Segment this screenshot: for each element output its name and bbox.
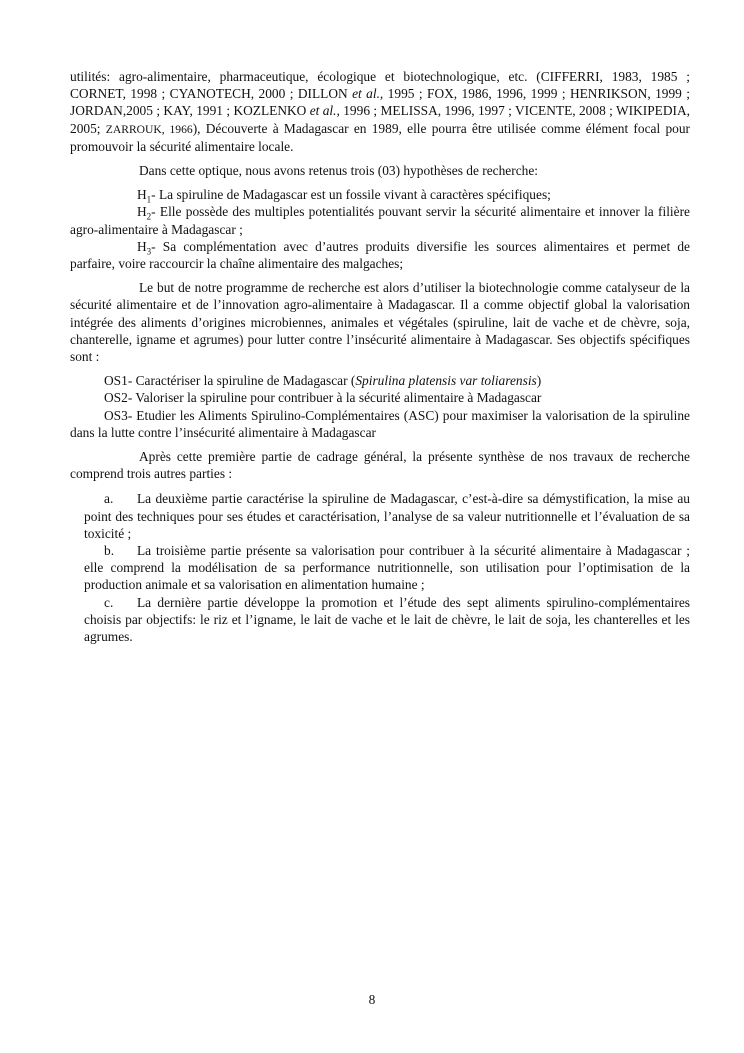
list-item: b. La troisième partie présente sa valorisation pour contribuer à la sécurité alimentaire à Madagascar ; elle comprend la modélisation de sa performance nutritionnelle, son utilisation pour l’optimisation de la production animale et sa valorisation en alimentation humaine ; [84,543,690,593]
page-number: 8 [368,992,376,1007]
parts-list [70,490,690,645]
objective-os2: OS2- Valoriser la spiruline pour contribuer à la sécurité alimentaire à Madagascar [104,390,542,406]
document-body [70,68,690,645]
hypotheses-intro: Dans cette optique, nous avons retenus trois (03) hypothèses de recherche: [139,163,538,179]
species-name: Spirulina platensis var toliarensis [355,373,537,389]
list-item: c. La dernière partie développe la promotion et l’étude des sept aliments spirulino-complémentaires choisis par objectifs: le riz et l’igname, le lait de vache et le lait de chèvre, le lait de soja, les chanterelles et les agrumes. [84,594,690,645]
program-goal-paragraph: Le but de notre programme de recherche est alors d’utiliser la biotechnologie comme catalyseur de la sécurité alimentaire et de l’innovation agro-alimentaire à Madagascar. Il a comme objectif global la valorisation intégrée des aliments d’origines microbiennes, animales et végétales (spiruline, lait de vache et de chèvre, soja, chanterelle, igname et agrumes) pour lutter contre l’insécurité alimentaire à Madagascar. Ses objectifs spécifiques sont : [70,280,690,365]
objective-os1: OS1- Caractériser la spiruline de Madagascar (Spirulina platensis var toliarensis) [104,373,542,389]
et-al-1: et al., [352,86,384,102]
zarrouk-citation: ZARROUK, 1966 [105,122,193,136]
synthesis-intro: Après cette première partie de cadrage général, la présente synthèse de nos travaux de recherche comprend trois autres parties : [70,449,690,482]
hypothesis-3: $H_3-$ Sa complémentation avec d’autres produits diversifie les sources alimentaires et permet de parfaire, voire raccourcir la chaîne alimentaire des malgaches; [70,238,690,272]
objective-os3: OS3- Etudier les Aliments Spirulino-Complémentaires (ASC) pour maximiser la valorisation de la spiruline dans la lutte contre l’insécurité alimentaire à Madagascar [70,407,690,440]
intro-paragraph: utilités: agro-alimentaire, pharmaceutique, écologique et biotechnologique, etc. (CIFFERRI, 1983, 1985 ; CORNET, 1998 ; CYANOTECH, 2000 ; DILLON et al., 1995 ; FOX, 1986, 1996, 1999 ; HENRIKSON, 1999 ; JORDAN,2005 ; KAY, 1991 ; KOZLENKO et al., 1996 ; MELISSA, 1996, 1997 ; VICENTE, 2008 ; WIKIPEDIA, 2005; ZARROUK, 1966), Découverte à Madagascar en 1989, elle pourra être utilisée comme élément focal pour promouvoir la sécurité alimentaire locale. [70,69,690,154]
et-al-2: et al., [309,103,340,119]
hypothesis-2: $H_2-$ Elle possède des multiples potentialités pouvant servir la sécurité alimentaire et innover la filière agro-alimentaire à Madagascar ; [70,204,690,237]
hypothesis-1: $H_1-$ La spiruline de Madagascar est un fossile vivant à caractères spécifiques; [137,187,551,205]
list-item: a. La deuxième partie caractérise la spiruline de Madagascar, c’est-à-dire sa démystification, la mise au point des techniques pour ses études et caractérisation, l’analyse de sa valeur nutritionnelle et l’évaluation de sa toxicité ; [84,491,690,541]
